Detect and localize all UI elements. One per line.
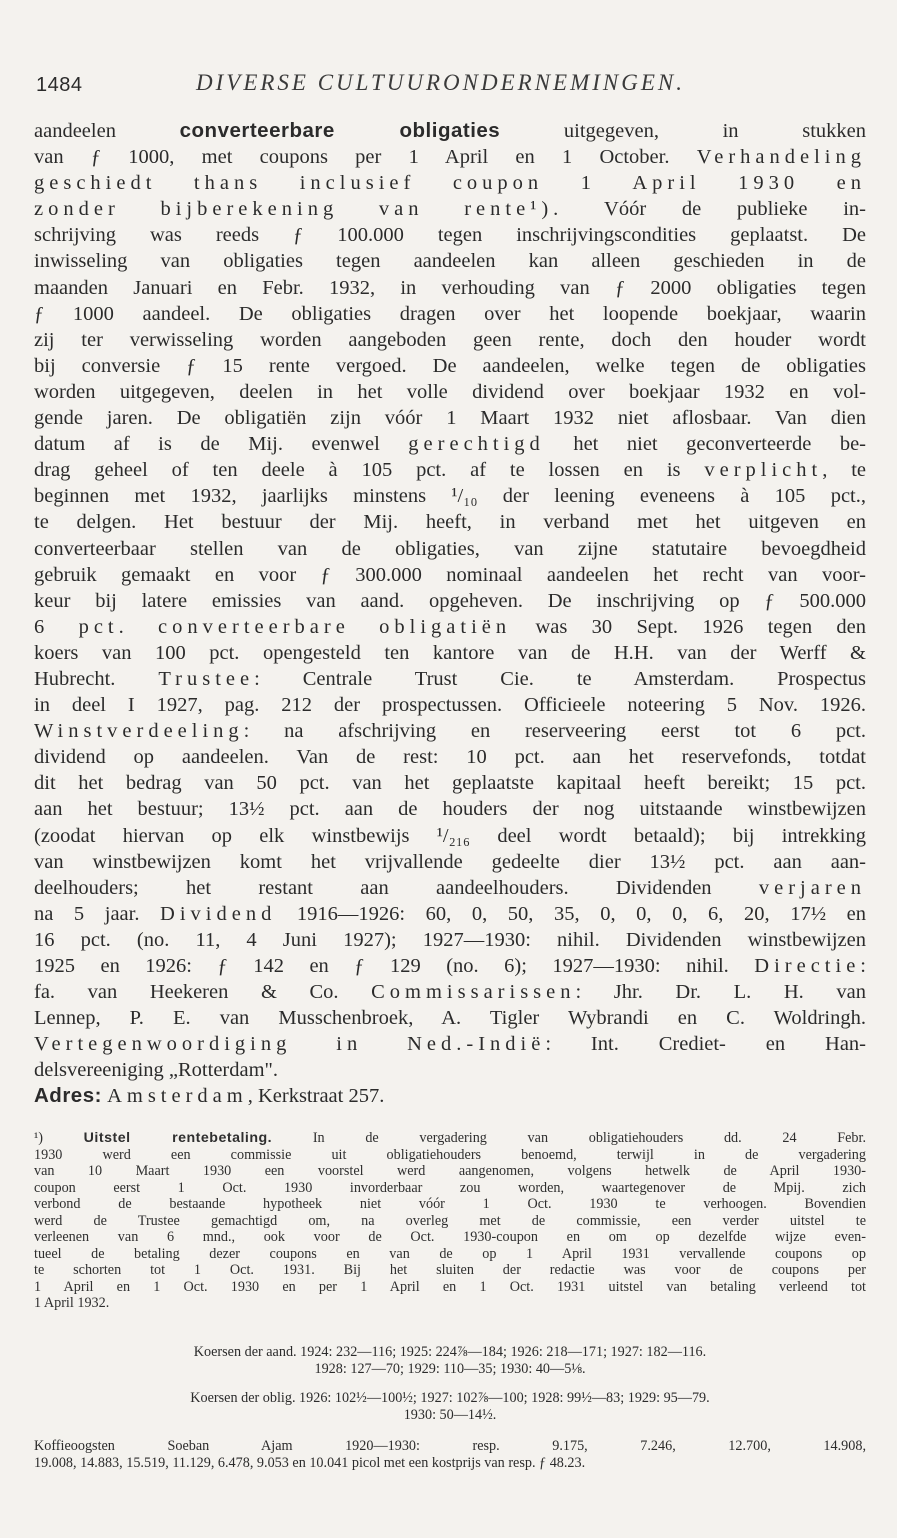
- body-line: aandeelen converteerbare obligaties uitgegeven, in stukken: [34, 119, 866, 142]
- body-line: zonder bijberekening van rente¹). Vóór de publieke in-: [34, 198, 866, 221]
- running-title: DIVERSE CULTUURONDERNEMINGEN.: [196, 70, 686, 95]
- body-line: maanden Januari en Febr. 1932, in verhouding van ƒ 2000 obligaties tegen: [34, 276, 866, 299]
- address-label: Adres:: [34, 1084, 102, 1108]
- body-line: na 5 jaar. Dividend 1916—1926: 60, 0, 50, 35, 0, 0, 0, 6, 20, 17½ en: [34, 902, 866, 925]
- bond-prices-line: Koersen der oblig. 1926: 102½—100½; 1927: 102⅞—100; 1928: 99½—83; 1929: 95—79.: [190, 1390, 710, 1406]
- footnote-line: tueel de betaling dezer coupons en van de op 1 April 1931 vervallende coupons op: [34, 1245, 866, 1262]
- body-line: koers van 100 pct. opengesteld ten kantore van de H.H. van der Werff &: [34, 641, 866, 664]
- body-line: Winstverdeeling: na afschrijving en reserveering eerst tot 6 pct.: [34, 720, 866, 743]
- body-line: converteerbaar stellen van de obligaties, van zijne statutaire bevoegdheid: [34, 537, 866, 560]
- body-line: gende jaren. De obligatiën zijn vóór 1 Maart 1932 niet aflosbaar. Van dien: [34, 407, 866, 430]
- footnote-line: 1 April 1932.: [34, 1295, 110, 1311]
- footnote: [34, 1130, 866, 1312]
- coffee-line: Koffieoogsten Soeban Ajam 1920—1930: resp. 9.175, 7.246, 12.700, 14.908,: [34, 1438, 866, 1454]
- body-line: deelhouders; het restant aan aandeelhouders. Dividenden verjaren: [34, 876, 866, 899]
- share-prices-line: Koersen der aand. 1924: 232—116; 1925: 224⅞—184; 1926: 218—171; 1927: 182—116.: [193, 1344, 707, 1360]
- share-prices-line: 1928: 127—70; 1929: 110—35; 1930: 40—5⅛.: [314, 1361, 586, 1377]
- footnote-marker: ¹): [34, 1130, 43, 1146]
- footnote-line: 1 April en 1 Oct. 1930 en per 1 April en 1 Oct. 1931 uitstel van betaling verleend tot: [34, 1278, 866, 1295]
- footnote-heading: Uitstel rentebetaling.: [83, 1130, 273, 1146]
- footnote-line: ¹) Uitstel rentebetaling. In de vergadering van obligatiehouders dd. 24 Febr.: [34, 1130, 866, 1146]
- body-line: (zoodat hiervan op elk winstbewijs ¹/₂₁₆ deel wordt betaald); bij intrekking: [34, 824, 866, 847]
- body-line: dit het bedrag van 50 pct. van het geplaatste kapitaal heeft bereikt; 15 pct.: [34, 772, 866, 795]
- bond-prices-line: 1930: 50—14½.: [403, 1407, 497, 1423]
- body-line: aan het bestuur; 13½ pct. aan de houders der nog uitstaande winstbewijzen: [34, 798, 866, 821]
- body-line: Vertegenwoordiging in Ned.-Indië: Int. Crediet- en Han-: [34, 1033, 866, 1056]
- body-line: in deel I 1927, pag. 212 der prospectussen. Officieele noteering 5 Nov. 1926.: [34, 694, 866, 717]
- body-line: schrijving was reeds ƒ 100.000 tegen inschrijvingscondities geplaatst. De: [34, 224, 866, 247]
- coffee-line: 19.008, 14.883, 15.519, 11.129, 6.478, 9.053 en 10.041 picol met een kostprijs van resp. ƒ 48.23.: [34, 1455, 586, 1471]
- body-line: 1925 en 1926: ƒ 142 en ƒ 129 (no. 6); 1927—1930: nihil. Directie:: [34, 955, 866, 977]
- footnote-line: verleenen van 6 mnd., ook voor de Oct. 1930-coupon en om op dezelfde wijze even-: [34, 1229, 866, 1245]
- body-line: van ƒ 1000, met coupons per 1 April en 1 October. Verhandeling: [34, 146, 866, 169]
- body-line: dividend op aandeelen. Van de rest: 10 pct. aan het reservefonds, totdat: [34, 746, 866, 769]
- body-line: ƒ 1000 aandeel. De obligaties dragen over het loopende boekjaar, waarin: [34, 302, 866, 325]
- body-line: inwisseling van obligaties tegen aandeelen kan alleen geschieden in de: [34, 250, 866, 273]
- body-line: van winstbewijzen komt het vrijvallende gedeelte dier 13½ pct. aan aan-: [34, 850, 866, 873]
- body-line: te delgen. Het bestuur der Mij. heeft, in verband met het uitgeven en: [34, 511, 866, 534]
- page-header: [36, 66, 866, 102]
- footnote-line: 1930 werd een commissie uit obligatiehouders benoemd, terwijl in de vergadering: [34, 1146, 866, 1163]
- coffee-harvests: [34, 1438, 866, 1472]
- body-line: gebruik gemaakt en voor ƒ 300.000 nominaal aandeelen het recht van voor-: [34, 563, 866, 586]
- body-line: bij conversie ƒ 15 rente vergoed. De aandeelen, welke tegen de obligaties: [34, 354, 866, 377]
- body-text: [34, 118, 866, 1110]
- body-line: fa. van Heekeren & Co. Commissarissen: Jhr. Dr. L. H. van: [34, 981, 866, 1004]
- address-city: Amsterdam: [107, 1085, 248, 1108]
- footnote-line: te schorten tot 1 Oct. 1931. Bij het sluiten der redactie was voor de coupons per: [34, 1262, 866, 1278]
- bond-prices: [34, 1390, 866, 1424]
- address-line: Adres: Amsterdam, Kerkstraat 257.: [34, 1084, 385, 1108]
- body-line: delsvereeniging „Rotterdam".: [34, 1059, 279, 1082]
- body-line: geschiedt thans inclusief coupon 1 April 1930 en: [34, 172, 866, 195]
- footnote-line: van 10 Maart 1930 een voorstel werd aangenomen, volgens hetwelk de April 1930-: [34, 1163, 866, 1179]
- body-line: keur bij latere emissies van aand. opgeheven. De inschrijving op ƒ 500.000: [34, 589, 866, 612]
- body-line: 16 pct. (no. 11, 4 Juni 1927); 1927—1930: nihil. Dividenden winstbewijzen: [34, 928, 866, 951]
- body-line: zij ter verwisseling worden aangeboden geen rente, doch den houder wordt: [34, 328, 866, 351]
- footnote-line: verbond de bestaande hypotheek niet vóór 1 Oct. 1930 te verhoogen. Bovendien: [34, 1196, 866, 1212]
- footnote-line: coupon eerst 1 Oct. 1930 invorderbaar zou worden, waartegenover de Mpij. zich: [34, 1179, 866, 1196]
- body-line: beginnen met 1932, jaarlijks minstens ¹/₁₀ der leening eveneens à 105 pct.,: [34, 485, 866, 508]
- footnote-line: werd de Trustee gemachtigd om, na overleg met de commissie, een verder uitstel te: [34, 1212, 866, 1229]
- page-number: 1484: [36, 74, 83, 96]
- share-prices: [34, 1344, 866, 1378]
- body-line: drag geheel of ten deele à 105 pct. af te lossen en is verplicht, te: [34, 459, 866, 482]
- price-quotes: [34, 1344, 866, 1436]
- body-line: worden uitgegeven, deelen in het volle dividend over boekjaar 1932 en vol-: [34, 380, 866, 403]
- body-line: datum af is de Mij. evenwel gerechtigd het niet geconverteerde be-: [34, 433, 866, 456]
- body-line: Hubrecht. Trustee: Centrale Trust Cie. te Amsterdam. Prospectus: [34, 667, 866, 690]
- body-line: 6 pct. converteerbare obligatiën was 30 Sept. 1926 tegen den: [34, 615, 866, 638]
- body-line: Lennep, P. E. van Musschenbroek, A. Tigler Wybrandi en C. Woldringh.: [34, 1007, 866, 1030]
